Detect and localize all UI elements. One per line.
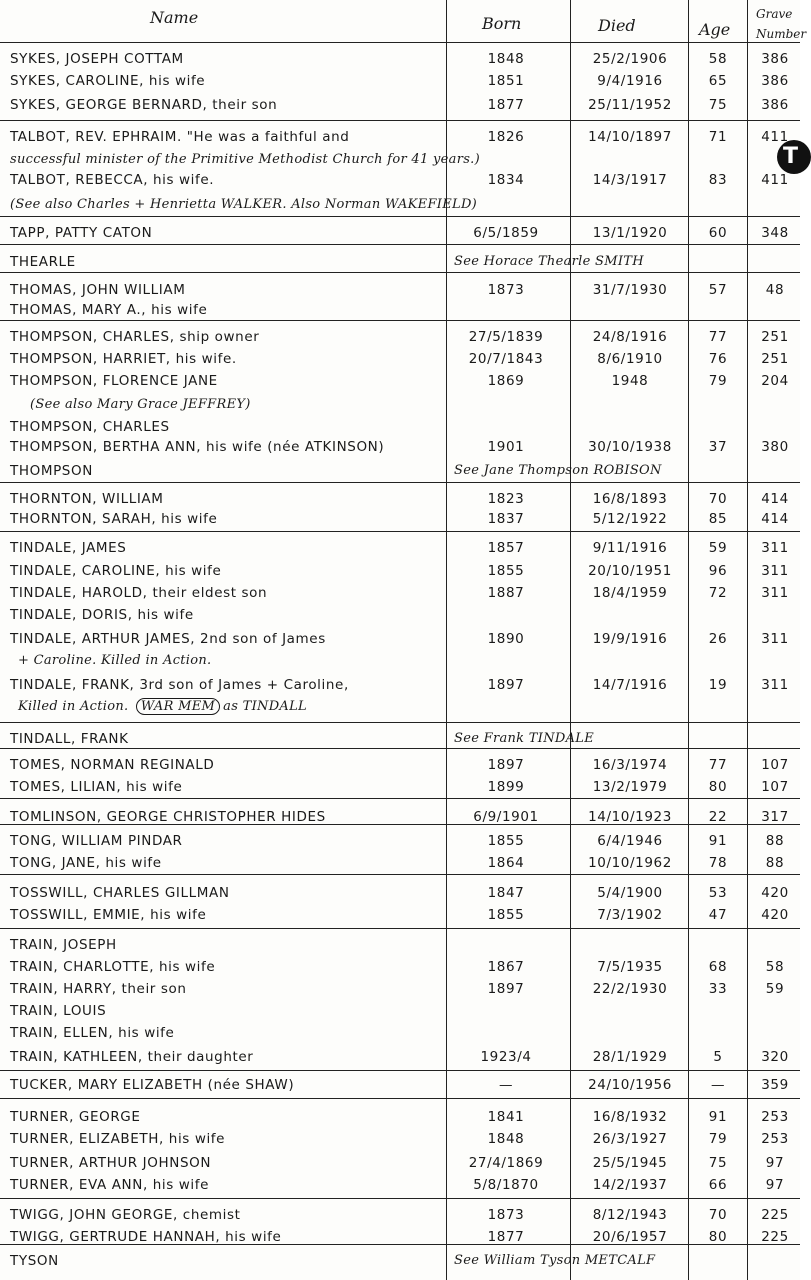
entry-name: TINDALE, JAMES [10, 540, 127, 556]
entry-born: 20/7/1843 [468, 351, 544, 367]
entry-died: 19/9/1916 [592, 631, 668, 647]
entry-name: TINDALE, FRANK, 3rd son of James + Caroline, [10, 677, 349, 693]
entry-name: Killed in Action. WAR MEM as TINDALL [18, 699, 307, 714]
entry-name: TUCKER, MARY ELIZABETH (née SHAW) [10, 1077, 295, 1093]
group-separator [0, 1070, 800, 1071]
entry-age: 83 [708, 172, 728, 188]
group-separator [0, 824, 800, 825]
group-separator [0, 120, 800, 121]
entry-age: — [710, 1077, 726, 1093]
entry-name: TINDALL, FRANK [10, 731, 129, 747]
entry-age: 75 [708, 97, 728, 113]
entry-age: 77 [708, 757, 728, 773]
entry-grave-number: 414 [761, 491, 789, 507]
entry-name: TRAIN, CHARLOTTE, his wife [10, 959, 216, 975]
entry-age: 78 [708, 855, 728, 871]
group-separator [0, 531, 800, 532]
entry-grave-number: 97 [765, 1177, 785, 1193]
entry-name: TYSON [10, 1253, 59, 1269]
entry-name: TRAIN, LOUIS [10, 1003, 107, 1019]
entry-name: TURNER, GEORGE [10, 1109, 141, 1125]
entry-name: TOSSWILL, CHARLES GILLMAN [10, 885, 230, 901]
entry-died: 18/4/1959 [592, 585, 668, 601]
entry-name: TWIGG, JOHN GEORGE, chemist [10, 1207, 241, 1223]
entry-died: 14/7/1916 [592, 677, 668, 693]
entry-born: 1857 [487, 540, 525, 556]
entry-name: THOMPSON, FLORENCE JANE [10, 373, 218, 389]
entry-name: TOMLINSON, GEORGE CHRISTOPHER HIDES [10, 809, 326, 825]
entry-died: 9/11/1916 [592, 540, 668, 556]
entry-died: 7/3/1902 [597, 907, 663, 923]
entry-died: 14/10/1897 [588, 129, 672, 145]
entry-died: 30/10/1938 [588, 439, 672, 455]
entry-name: THOMPSON, BERTHA ANN, his wife (née ATKINSON) [10, 439, 385, 455]
entry-born: 1851 [487, 73, 525, 89]
entry-age: 47 [708, 907, 728, 923]
entry-born: 1873 [487, 1207, 525, 1223]
entry-grave-number: 348 [761, 225, 789, 241]
entry-age: 57 [708, 282, 728, 298]
entry-name: TRAIN, HARRY, their son [10, 981, 187, 997]
entry-name: THOMPSON, CHARLES, ship owner [10, 329, 260, 345]
entry-name: TRAIN, ELLEN, his wife [10, 1025, 175, 1041]
entry-age: 66 [708, 1177, 728, 1193]
entry-name: TURNER, ELIZABETH, his wife [10, 1131, 226, 1147]
entry-grave-number: 311 [761, 585, 789, 601]
entry-born: 1887 [487, 585, 525, 601]
entry-born: 5/8/1870 [473, 1177, 539, 1193]
entry-born: 6/9/1901 [473, 809, 539, 825]
entry-age: 26 [708, 631, 728, 647]
entry-grave-number: 253 [761, 1131, 789, 1147]
entry-grave-number: 107 [761, 757, 789, 773]
header-born: Born [482, 14, 522, 33]
entry-died: 25/11/1952 [588, 97, 672, 113]
entry-grave-number: 311 [761, 540, 789, 556]
header-grave-line2: Number [756, 27, 807, 41]
entry-grave-number: 411 [761, 129, 789, 145]
entry-name: + Caroline. Killed in Action. [18, 653, 212, 668]
entry-born: 27/4/1869 [468, 1155, 544, 1171]
entry-age: 71 [708, 129, 728, 145]
entry-grave-number: 386 [761, 97, 789, 113]
entry-grave-number: 411 [761, 172, 789, 188]
entry-grave-number: 320 [761, 1049, 789, 1065]
entry-grave-number: 311 [761, 677, 789, 693]
entry-grave-number: 107 [761, 779, 789, 795]
cross-reference: See Horace Thearle SMITH [454, 254, 644, 269]
entry-name: TAPP, PATTY CATON [10, 225, 153, 241]
entry-died: 16/3/1974 [592, 757, 668, 773]
entry-died: 5/4/1900 [597, 885, 663, 901]
entry-name: THOMAS, MARY A., his wife [10, 302, 208, 318]
entry-born: 1897 [487, 981, 525, 997]
entry-age: 68 [708, 959, 728, 975]
entry-died: 20/6/1957 [592, 1229, 668, 1245]
entry-name: TURNER, ARTHUR JOHNSON [10, 1155, 212, 1171]
entry-name: THORNTON, SARAH, his wife [10, 511, 218, 527]
entry-born: 1841 [487, 1109, 525, 1125]
entry-age: 85 [708, 511, 728, 527]
index-letter-tab: T [777, 140, 811, 174]
entry-died: 28/1/1929 [592, 1049, 668, 1065]
entry-name: TINDALE, CAROLINE, his wife [10, 563, 222, 579]
entry-age: 59 [708, 540, 728, 556]
entry-grave-number: 225 [761, 1207, 789, 1223]
entry-age: 72 [708, 585, 728, 601]
entry-age: 53 [708, 885, 728, 901]
entry-born: 1848 [487, 51, 525, 67]
entry-name: TOMES, LILIAN, his wife [10, 779, 183, 795]
entry-died: 7/5/1935 [597, 959, 663, 975]
cross-reference: See Jane Thompson ROBISON [454, 463, 662, 478]
entry-born: 1873 [487, 282, 525, 298]
entry-age: 80 [708, 779, 728, 795]
entry-name: SYKES, JOSEPH COTTAM [10, 51, 184, 67]
entry-age: 60 [708, 225, 728, 241]
entry-name: successful minister of the Primitive Methodist Church for 41 years.) [10, 152, 480, 167]
group-separator [0, 722, 800, 723]
entry-name: THORNTON, WILLIAM [10, 491, 164, 507]
entry-name: TINDALE, ARTHUR JAMES, 2nd son of James [10, 631, 326, 647]
entry-born: 1901 [487, 439, 525, 455]
entry-name: THOMPSON, HARRIET, his wife. [10, 351, 237, 367]
entry-grave-number: 251 [761, 329, 789, 345]
entry-age: 75 [708, 1155, 728, 1171]
entry-born: — [498, 1077, 514, 1093]
entry-name: THOMPSON, CHARLES [10, 419, 170, 435]
group-separator [0, 748, 800, 749]
group-separator [0, 482, 800, 483]
entry-born: 1826 [487, 129, 525, 145]
entry-grave-number: 311 [761, 631, 789, 647]
entry-name: SYKES, CAROLINE, his wife [10, 73, 206, 89]
group-separator [0, 320, 800, 321]
entry-born: 1864 [487, 855, 525, 871]
entry-grave-number: 380 [761, 439, 789, 455]
entry-grave-number: 88 [765, 855, 785, 871]
entry-died: 8/12/1943 [592, 1207, 668, 1223]
entry-grave-number: 225 [761, 1229, 789, 1245]
entry-grave-number: 97 [765, 1155, 785, 1171]
entry-grave-number: 204 [761, 373, 789, 389]
entry-died: 16/8/1932 [592, 1109, 668, 1125]
entry-age: 65 [708, 73, 728, 89]
entry-born: 1890 [487, 631, 525, 647]
entry-grave-number: 48 [765, 282, 785, 298]
header-died: Died [598, 16, 636, 35]
entry-grave-number: 386 [761, 73, 789, 89]
entry-born: 1855 [487, 563, 525, 579]
entry-age: 80 [708, 1229, 728, 1245]
entry-died: 16/8/1893 [592, 491, 668, 507]
entry-age: 79 [708, 1131, 728, 1147]
entry-born: 1923/4 [480, 1049, 532, 1065]
entry-died: 14/10/1923 [588, 809, 672, 825]
entry-grave-number: 359 [761, 1077, 789, 1093]
entry-name: TALBOT, REV. EPHRAIM. "He was a faithful and [10, 129, 350, 145]
entry-grave-number: 88 [765, 833, 785, 849]
war-memorial-marker: WAR MEM [136, 698, 220, 715]
entry-born: 1869 [487, 373, 525, 389]
group-separator [0, 798, 800, 799]
entry-born: 6/5/1859 [473, 225, 539, 241]
entry-name: TURNER, EVA ANN, his wife [10, 1177, 210, 1193]
entry-grave-number: 253 [761, 1109, 789, 1125]
column-rule-died [570, 0, 571, 1280]
group-separator [0, 272, 800, 273]
war-memorial-note: as TINDALL [223, 699, 307, 714]
entry-born: 1855 [487, 833, 525, 849]
entry-died: 13/1/1920 [592, 225, 668, 241]
entry-age: 96 [708, 563, 728, 579]
entry-grave-number: 251 [761, 351, 789, 367]
entry-died: 10/10/1962 [588, 855, 672, 871]
header-name: Name [150, 8, 199, 27]
entry-name: TOMES, NORMAN REGINALD [10, 757, 215, 773]
cross-reference: See William Tyson METCALF [454, 1253, 656, 1268]
group-separator [0, 216, 800, 217]
entry-born: 1899 [487, 779, 525, 795]
entry-age: 76 [708, 351, 728, 367]
header-rule [0, 42, 800, 43]
entry-name: TALBOT, REBECCA, his wife. [10, 172, 215, 188]
entry-died: 13/2/1979 [592, 779, 668, 795]
entry-name: (See also Charles + Henrietta WALKER. Also Norman WAKEFIELD) [10, 197, 478, 212]
entry-age: 22 [708, 809, 728, 825]
entry-died: 25/5/1945 [592, 1155, 668, 1171]
entry-name: TOSSWILL, EMMIE, his wife [10, 907, 207, 923]
entry-age: 91 [708, 833, 728, 849]
entry-born: 1867 [487, 959, 525, 975]
entry-grave-number: 317 [761, 809, 789, 825]
entry-born: 1897 [487, 757, 525, 773]
group-separator [0, 874, 800, 875]
entry-age: 77 [708, 329, 728, 345]
entry-name: TONG, WILLIAM PINDAR [10, 833, 183, 849]
entry-grave-number: 311 [761, 563, 789, 579]
entry-born: 1855 [487, 907, 525, 923]
group-separator [0, 1198, 800, 1199]
entry-died: 14/3/1917 [592, 172, 668, 188]
entry-died: 25/2/1906 [592, 51, 668, 67]
entry-age: 91 [708, 1109, 728, 1125]
entry-age: 58 [708, 51, 728, 67]
entry-name: THOMAS, JOHN WILLIAM [10, 282, 186, 298]
entry-died: 26/3/1927 [592, 1131, 668, 1147]
entry-born: 1847 [487, 885, 525, 901]
entry-died: 9/4/1916 [597, 73, 663, 89]
entry-died: 24/10/1956 [588, 1077, 672, 1093]
entry-name: TRAIN, JOSEPH [10, 937, 117, 953]
entry-age: 33 [708, 981, 728, 997]
entry-age: 19 [708, 677, 728, 693]
entry-died: 8/6/1910 [597, 351, 663, 367]
entry-grave-number: 59 [765, 981, 785, 997]
entry-born: 1897 [487, 677, 525, 693]
entry-born: 1877 [487, 97, 525, 113]
entry-grave-number: 386 [761, 51, 789, 67]
entry-age: 70 [708, 1207, 728, 1223]
entry-died: 1948 [611, 373, 649, 389]
entry-died: 24/8/1916 [592, 329, 668, 345]
entry-name: TINDALE, HAROLD, their eldest son [10, 585, 268, 601]
entry-born: 1877 [487, 1229, 525, 1245]
entry-died: 31/7/1930 [592, 282, 668, 298]
entry-age: 70 [708, 491, 728, 507]
entry-name: TINDALE, DORIS, his wife [10, 607, 194, 623]
entry-born: 1848 [487, 1131, 525, 1147]
entry-name: THOMPSON [10, 463, 93, 479]
entry-grave-number: 420 [761, 885, 789, 901]
group-separator [0, 928, 800, 929]
entry-name: TWIGG, GERTRUDE HANNAH, his wife [10, 1229, 282, 1245]
group-separator [0, 244, 800, 245]
entry-age: 5 [713, 1049, 723, 1065]
entry-died: 22/2/1930 [592, 981, 668, 997]
entry-name: TONG, JANE, his wife [10, 855, 162, 871]
cross-reference: See Frank TINDALE [454, 731, 595, 746]
entry-grave-number: 414 [761, 511, 789, 527]
entry-age: 79 [708, 373, 728, 389]
entry-born: 1834 [487, 172, 525, 188]
header-age: Age [699, 20, 731, 39]
entry-grave-number: 58 [765, 959, 785, 975]
entry-name: (See also Mary Grace JEFFREY) [30, 397, 251, 412]
entry-grave-number: 420 [761, 907, 789, 923]
header-grave-line1: Grave [756, 7, 793, 21]
entry-name: THEARLE [10, 254, 76, 270]
entry-age: 37 [708, 439, 728, 455]
entry-born: 27/5/1839 [468, 329, 544, 345]
entry-name: SYKES, GEORGE BERNARD, their son [10, 97, 278, 113]
entry-born: 1823 [487, 491, 525, 507]
entry-born: 1837 [487, 511, 525, 527]
entry-died: 5/12/1922 [592, 511, 668, 527]
entry-died: 20/10/1951 [588, 563, 672, 579]
entry-name: TRAIN, KATHLEEN, their daughter [10, 1049, 254, 1065]
entry-died: 6/4/1946 [597, 833, 663, 849]
group-separator [0, 1098, 800, 1099]
group-separator [0, 1244, 800, 1245]
entry-died: 14/2/1937 [592, 1177, 668, 1193]
